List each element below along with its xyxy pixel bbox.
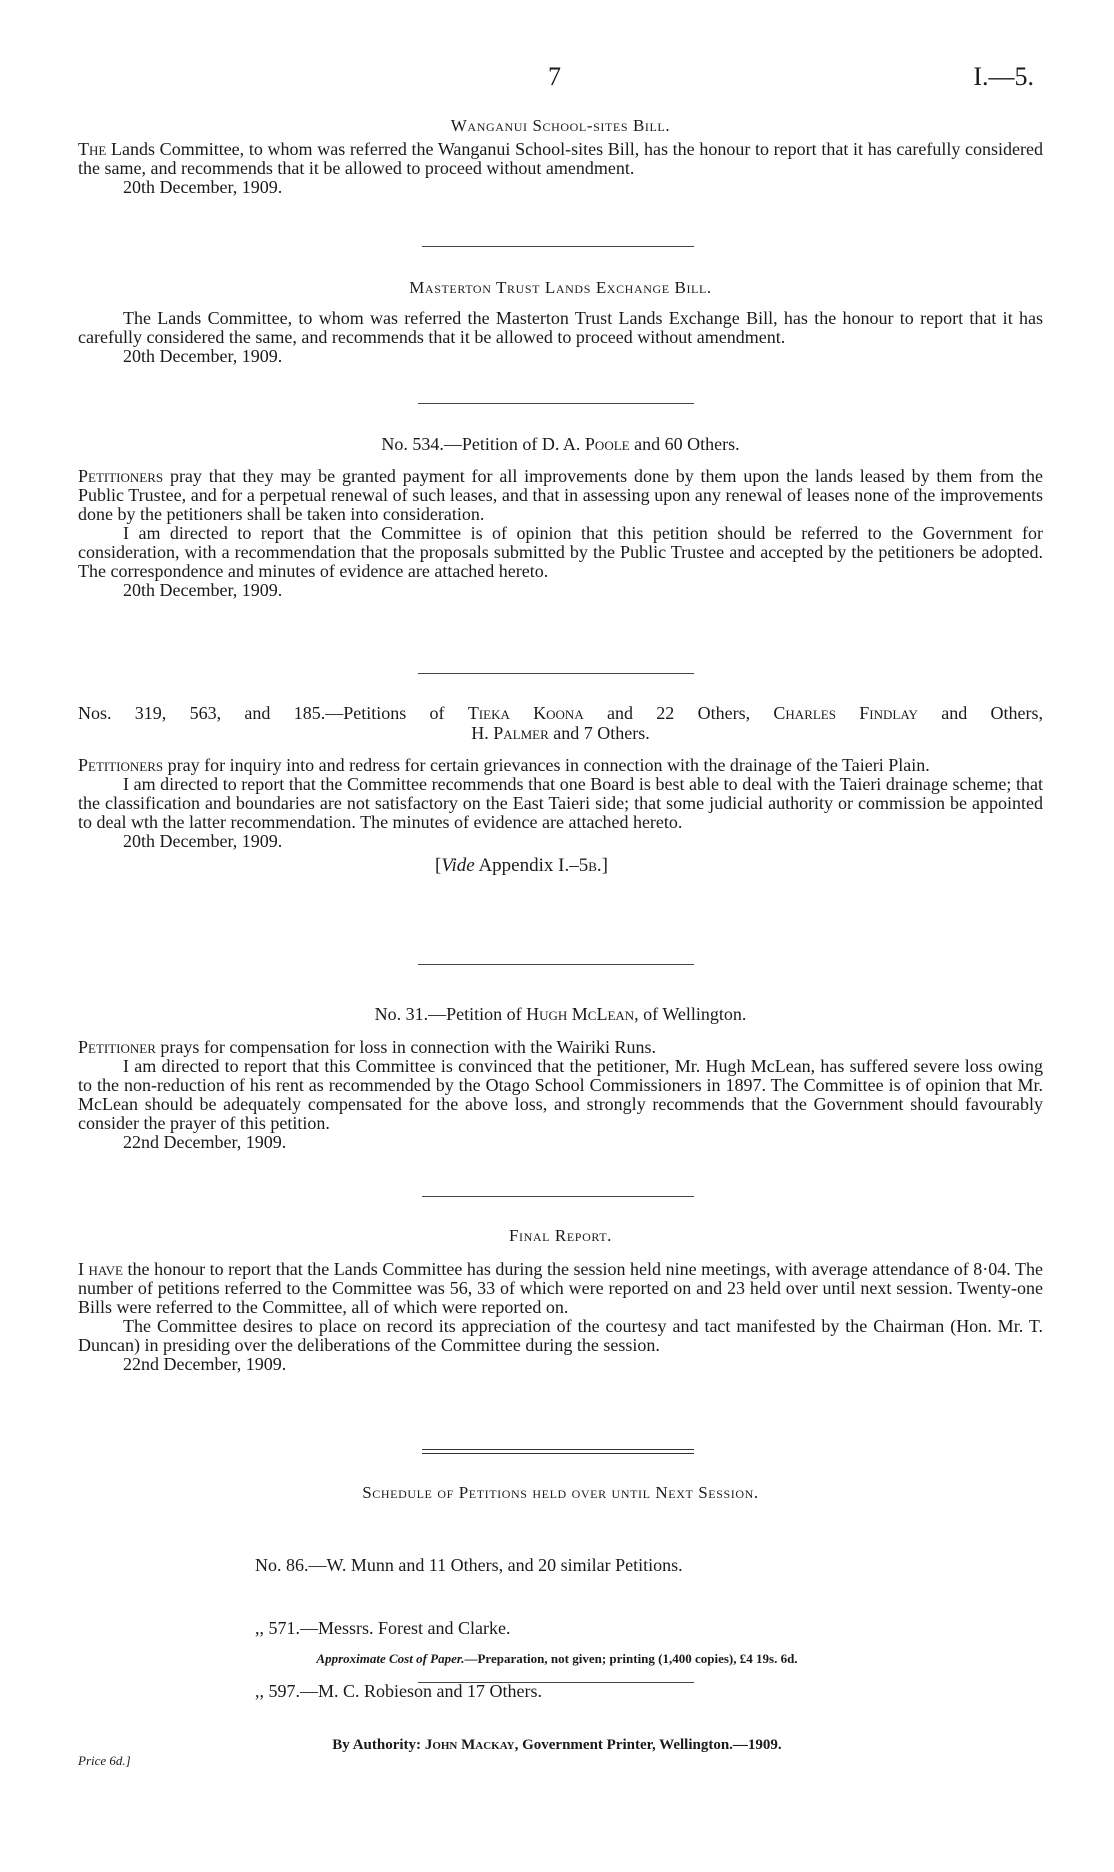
section-body — [78, 756, 1043, 877]
footer-divider — [418, 1682, 694, 1683]
lead-word: The — [78, 139, 107, 159]
paragraph: The Lands Committee, to whom was referred the Masterton Trust Lands Exchange Bill, has the honour to report that it has carefully considered the same, and recommends that it be allowed to proceed without amendment. — [78, 308, 1043, 347]
section-petition-534 — [78, 434, 1043, 455]
section-petition-31 — [78, 1004, 1043, 1025]
section-title: No. 31.—Petition of Hugh McLean, of Wellington. — [374, 1004, 747, 1024]
section-title-line2: H. Palmer and 7 Others. — [471, 723, 650, 743]
paragraph-text: prays for compensation for loss in connection with the Wairiki Runs. — [155, 1037, 657, 1057]
paragraph — [78, 467, 1043, 524]
printer-authority: By Authority: John Mackay, Government Printer, Wellington.—1909. — [332, 1737, 782, 1753]
section-body — [78, 140, 1043, 197]
printer-name: John Mackay — [424, 1737, 515, 1753]
section-title: Masterton Trust Lands Exchange Bill. — [409, 278, 712, 297]
paragraph — [78, 1260, 1043, 1317]
report-date: 22nd December, 1909. — [123, 1132, 287, 1152]
paragraph-text: Lands Committee, to whom was referred the Wanganui School-sites Bill, has the honour to report that it has carefully considered the same, and recommends that it be allowed to proceed without amendment. — [78, 139, 1043, 178]
paragraph-text: pray for inquiry into and redress for certain grievances in connection with the drainage of the Taieri Plain. — [163, 755, 930, 775]
schedule-section — [78, 1483, 1043, 1503]
petitioner-name: Charles Findlay — [773, 703, 918, 723]
appendix-reference: [Vide Appendix I.–5b.] — [435, 855, 608, 876]
lead-word: Petitioners — [78, 466, 164, 486]
section-masterton — [78, 278, 1043, 298]
section-wanganui — [78, 116, 1043, 136]
petitioner-name: Palmer — [493, 723, 549, 743]
lead-word: I have — [78, 1259, 123, 1279]
report-date: 20th December, 1909. — [123, 346, 283, 366]
paragraph: I am directed to report that the Committee is of opinion that this petition should be referred to the Government for consideration, with a recommendation that the proposals submitted by the Public Trustee and accepted by the petitioners be adopted. The correspondence and minutes of evidence are attached hereto. — [78, 523, 1043, 581]
page-number: 7 — [548, 62, 561, 91]
schedule-item: No. 86.—W. Munn and 11 Others, and 20 similar Petitions. — [255, 1555, 683, 1575]
section-title: No. 534.—Petition of D. A. Poole and 60 Others. — [381, 434, 740, 454]
paragraph: I am directed to report that the Committee recommends that one Board is best able to deal with the Taieri drainage scheme; that the classification and boundaries are not satisfactory on the East Taieri side; that some judicial authority or commission be appointed to deal wth the latter recommendation. The minutes of evidence are attached hereto. — [78, 774, 1043, 832]
report-date: 20th December, 1909. — [123, 580, 283, 600]
paper-reference: I.—5. — [973, 62, 1034, 91]
schedule-item: ,, 597.—M. C. Robieson and 17 Others. — [255, 1681, 542, 1701]
section-divider — [418, 673, 694, 674]
section-divider — [418, 403, 694, 404]
schedule-title: Schedule of Petitions held over until Next Session. — [362, 1483, 759, 1502]
section-divider — [422, 246, 694, 247]
lead-word: Petitioner — [78, 1037, 156, 1057]
paragraph-text: pray that they may be granted payment for all improvements done by them upon the lands leased by them from the Public Trustee, and for a perpetual renewal of such leases, and that in assessing upon any renewal of leases none of the improvements done by the petitioners shall be taken into consideration. — [78, 466, 1043, 524]
section-divider — [418, 964, 694, 965]
double-rule — [422, 1449, 694, 1454]
price-note: Price 6d.] — [78, 1753, 131, 1768]
section-body — [78, 1038, 1043, 1152]
section-body — [78, 309, 1043, 366]
section-body — [78, 1260, 1043, 1374]
report-date: 22nd December, 1909. — [123, 1354, 287, 1374]
section-body — [78, 467, 1043, 600]
section-final-report — [78, 1226, 1043, 1246]
section-title: Final Report. — [508, 1226, 613, 1245]
printing-cost: Approximate Cost of Paper.—Preparation, not given; printing (1,400 copies), £4 19s. 6d. — [316, 1651, 798, 1666]
petitioner-name: Poole — [584, 434, 630, 454]
paragraph-text: the honour to report that the Lands Committee has during the session held nine meetings, with average attendance of 8·04. The number of petitions referred to the Committee was 56, 33 of which were reported on and 23 held over until next session. Twenty-one Bills were referred to the Committee, all of which were reported on. — [78, 1259, 1043, 1317]
paragraph — [78, 1038, 1043, 1057]
lead-word: Petitioners — [78, 755, 164, 775]
paragraph: The Committee desires to place on record its appreciation of the courtesy and tact manifested by the Chairman (Hon. Mr. T. Duncan) in presiding over the deliberations of the Committee during the session. — [78, 1316, 1043, 1355]
schedule-list — [255, 1513, 683, 1744]
petitioner-name: Tieka Koona — [467, 703, 584, 723]
schedule-item: ,, 571.—Messrs. Forest and Clarke. — [255, 1618, 511, 1638]
section-title: Wanganui School-sites Bill. — [450, 116, 671, 135]
paragraph — [78, 756, 1043, 775]
section-divider — [422, 1196, 694, 1197]
section-title-line1: Nos. 319, 563, and 185.—Petitions of Tieka Koona and 22 Others, Charles Findlay and Others, — [78, 703, 1044, 723]
petitioner-name: Hugh McLean — [526, 1004, 635, 1024]
section-petitions-319-563-185 — [78, 703, 1043, 743]
report-date: 20th December, 1909. — [123, 831, 283, 851]
report-date: 20th December, 1909. — [123, 177, 283, 197]
paragraph — [78, 140, 1043, 178]
paragraph: I am directed to report that this Committee is convinced that the petitioner, Mr. Hugh McLean, has suffered severe loss owing to the non-reduction of his rent as recommended by the Otago School Commissioners in 1897. The Committee is of opinion that Mr. McLean should be adequately compensated for the above loss, and strongly recommends that the Government should favourably consider the prayer of this petition. — [78, 1056, 1043, 1133]
